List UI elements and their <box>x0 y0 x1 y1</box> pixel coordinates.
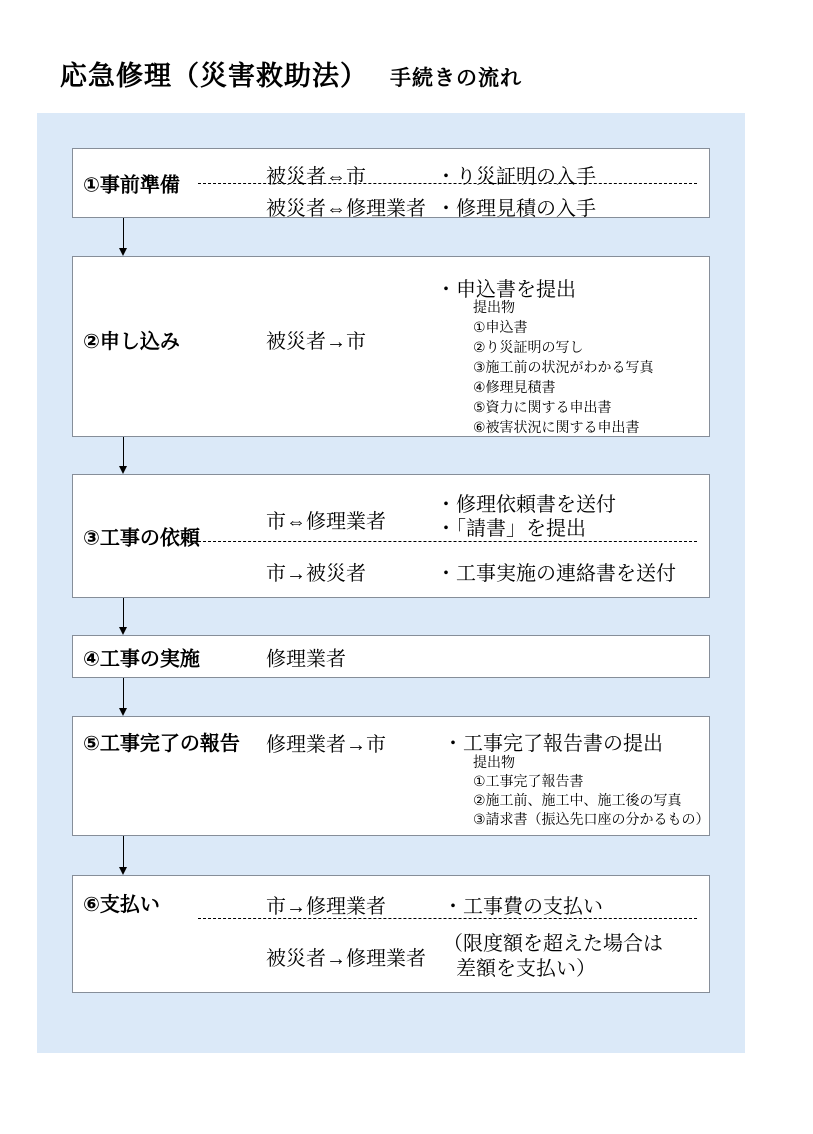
step-1-row-1-action: ・り災証明の入手 <box>436 166 596 188</box>
arrow-shaft <box>123 218 125 250</box>
step-1-row-1-party: 被災者⇔市 <box>266 166 366 188</box>
step-5-attachment-item-3: ③請求書（振込先口座の分かるもの） <box>473 811 710 827</box>
step-6-row-divider <box>198 918 697 919</box>
step-2-attachment-item-5: ⑤資力に関する申出書 <box>473 399 612 415</box>
arrow-head-icon <box>119 708 127 716</box>
step-5-party: 修理業者→市 <box>266 734 386 756</box>
arrow-step-2-to-3 <box>119 437 128 474</box>
arrow-shaft <box>123 598 125 629</box>
arrow-head-icon <box>119 248 127 256</box>
arrow-step-1-to-2 <box>119 218 128 256</box>
step-6-row-1-party: 市→修理業者 <box>266 896 386 918</box>
step-1-label: ①事前準備 <box>83 174 180 197</box>
step-3-label: ③工事の依頼 <box>83 527 200 550</box>
step-5-attachments-title: 提出物 <box>473 754 515 770</box>
step-6-row-2-action-line-1: （限度額を超えた場合は <box>443 933 663 955</box>
step-5-attachment-item-2: ②施工前、施工中、施工後の写真 <box>473 792 682 808</box>
flow-step-3-box <box>72 474 710 598</box>
step-3-row-1-action-line-1: ・修理依頼書を送付 <box>436 494 616 516</box>
step-2-attachment-item-3: ③施工前の状況がわかる写真 <box>473 359 654 375</box>
arrow-shaft <box>123 437 125 468</box>
step-6-row-2-party: 被災者→修理業者 <box>266 948 426 970</box>
step-5-attachments <box>473 753 710 829</box>
page-title-main: 応急修理（災害救助法） <box>60 61 368 91</box>
arrow-head-icon <box>119 627 127 635</box>
step-3-row-divider <box>198 541 697 542</box>
step-2-attachment-item-1: ①申込書 <box>473 319 528 335</box>
page-title-sub: 手続きの流れ <box>390 67 522 90</box>
arrow-step-4-to-5 <box>119 678 128 716</box>
step-2-attachment-item-6: ⑥被害状況に関する申出書 <box>473 419 640 435</box>
step-1-row-2-party: 被災者⇔修理業者 <box>266 198 426 220</box>
step-5-action: ・工事完了報告書の提出 <box>443 733 663 755</box>
step-5-label: ⑤工事完了の報告 <box>83 733 240 755</box>
step-2-attachments-title: 提出物 <box>473 299 515 315</box>
step-6-row-1-action: ・工事費の支払い <box>443 896 603 918</box>
step-1-row-divider <box>198 183 697 184</box>
step-6-row-2-action-line-2: 差額を支払い） <box>456 958 596 980</box>
step-1-row-2-action: ・修理見積の入手 <box>436 198 596 220</box>
step-2-party: 被災者→市 <box>266 331 366 353</box>
step-3-row-2-action: ・工事実施の連絡書を送付 <box>436 563 676 585</box>
step-6-label: ⑥支払い <box>83 894 160 916</box>
step-3-row-1-party: 市⇔修理業者 <box>266 511 386 533</box>
step-4-party: 修理業者 <box>266 648 346 670</box>
arrow-shaft <box>123 836 125 869</box>
flow-step-6-box <box>72 875 710 993</box>
flow-step-1-box <box>72 148 710 218</box>
step-2-action: ・申込書を提出 <box>436 279 576 301</box>
arrow-head-icon <box>119 867 127 875</box>
step-3-row-1-action-line-2: ・「請書」を提出 <box>436 518 586 540</box>
step-2-attachment-item-4: ④修理見積書 <box>473 379 556 395</box>
step-5-attachment-item-1: ①工事完了報告書 <box>473 773 584 789</box>
step-6-row-2-actions <box>443 932 663 982</box>
arrow-step-3-to-4 <box>119 598 128 635</box>
page-title <box>60 54 522 93</box>
arrow-shaft <box>123 678 125 710</box>
arrow-head-icon <box>119 466 127 474</box>
step-3-row-2-party: 市→被災者 <box>266 563 366 585</box>
step-2-attachments <box>473 297 654 437</box>
flow-step-5-box <box>72 716 710 836</box>
step-2-attachment-item-2: ②り災証明の写し <box>473 339 584 355</box>
flow-step-4-box <box>72 635 710 678</box>
flow-step-2-box <box>72 256 710 437</box>
step-4-label: ④工事の実施 <box>83 648 200 670</box>
step-2-label: ②申し込み <box>83 331 180 353</box>
arrow-step-5-to-6 <box>119 836 128 875</box>
step-3-row-1-actions <box>436 493 616 541</box>
